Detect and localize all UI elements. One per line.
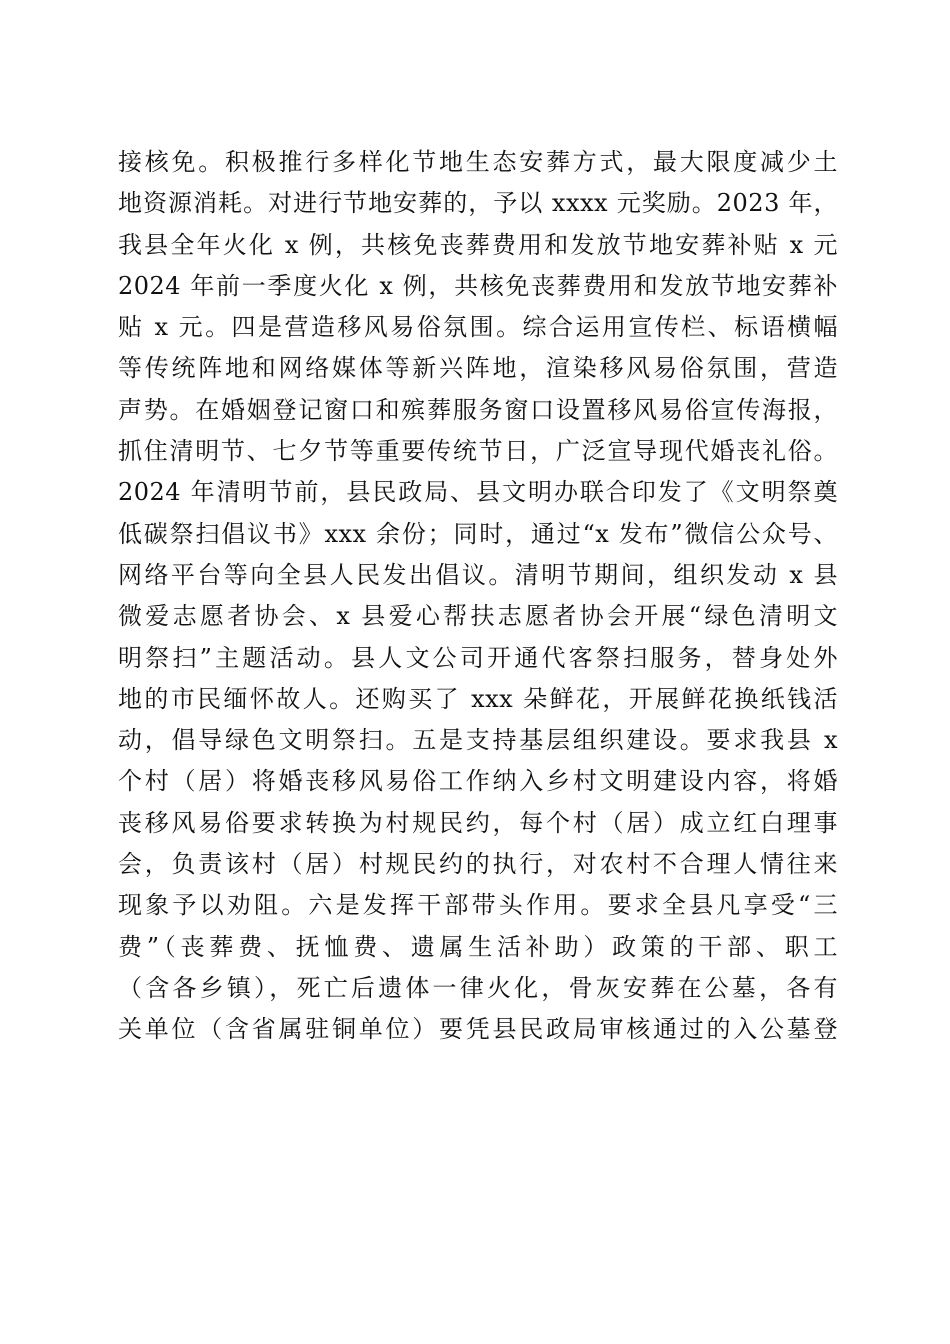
text-line: 抓住清明节、七夕节等重要传统节日，广泛宣导现代婚丧礼俗。	[118, 437, 838, 466]
body-text	[118, 142, 838, 1051]
text-line: 2024 年清明节前，县民政局、县文明办联合印发了《文明祭奠	[118, 478, 838, 507]
text-line: 现象予以劝阻。六是发挥干部带头作用。要求全县凡享受“三	[118, 891, 838, 920]
text-line: 丧移风易俗要求转换为村规民约，每个村（居）成立红白理事	[118, 808, 838, 837]
text-line: 低碳祭扫倡议书》xxx 余份；同时，通过“x 发布”微信公众号、	[118, 519, 838, 548]
text-line: 接核免。积极推行多样化节地生态安葬方式，最大限度减少土	[118, 148, 838, 176]
text-line: 费”（丧葬费、抚恤费、遗属生活补助）政策的干部、职工	[118, 932, 838, 961]
text-line: 微爱志愿者协会、x 县爱心帮扶志愿者协会开展“绿色清明文	[118, 602, 838, 631]
text-line: 关单位（含省属驻铜单位）要凭县民政局审核通过的入公墓登	[118, 1015, 838, 1044]
text-line: 地资源消耗。对进行节地安葬的，予以 xxxx 元奖励。2023 年，	[118, 189, 838, 218]
text-line: 个村（居）将婚丧移风易俗工作纳入乡村文明建设内容，将婚	[118, 767, 838, 796]
text-line: 等传统阵地和网络媒体等新兴阵地，渲染移风易俗氛围，营造	[118, 354, 838, 383]
text-line: （含各乡镇），死亡后遗体一律火化，骨灰安葬在公墓，各有	[118, 973, 838, 1002]
text-line: 会，负责该村（居）村规民约的执行，对农村不合理人情往来	[118, 850, 838, 879]
text-line: 网络平台等向全县人民发出倡议。清明节期间，组织发动 x 县	[118, 560, 838, 589]
text-line: 贴 x 元。四是营造移风易俗氛围。综合运用宣传栏、标语横幅	[118, 313, 838, 342]
text-line: 动，倡导绿色文明祭扫。五是支持基层组织建设。要求我县 x	[118, 726, 838, 755]
text-line: 地的市民缅怀故人。还购买了 xxx 朵鲜花，开展鲜花换纸钱活	[118, 684, 838, 713]
text-line: 2024 年前一季度火化 x 例，共核免丧葬费用和发放节地安葬补	[118, 271, 838, 300]
text-line: 我县全年火化 x 例，共核免丧葬费用和发放节地安葬补贴 x 元	[118, 230, 838, 259]
text-line: 声势。在婚姻登记窗口和殡葬服务窗口设置移风易俗宣传海报，	[118, 395, 838, 424]
text-line: 明祭扫”主题活动。县人文公司开通代客祭扫服务，替身处外	[118, 643, 838, 672]
